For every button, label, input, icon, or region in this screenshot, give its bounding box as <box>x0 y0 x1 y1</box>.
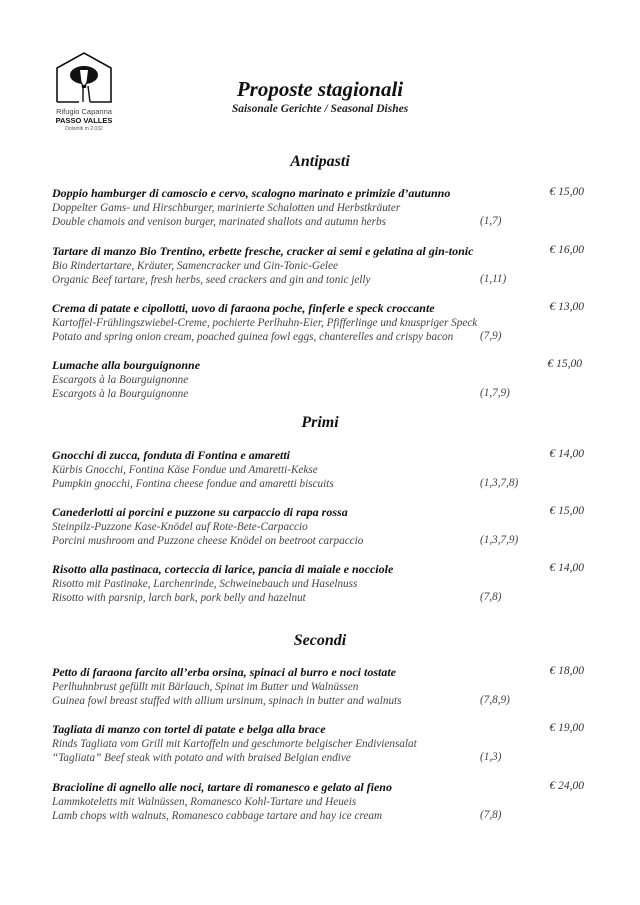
price: € 18,00 <box>549 665 584 677</box>
allergens: (7,9) <box>480 330 502 342</box>
dish-name-english: Porcini mushroom and Puzzone cheese Knödel on beetroot carpaccio <box>52 535 364 547</box>
price: € 16,00 <box>549 244 584 256</box>
dish-name-german: Escargots à la Bourguignonne <box>52 373 189 386</box>
section-title-antipasti: Antipasti <box>290 153 350 170</box>
dish-name-english: Pumpkin gnocchi, Fontina cheese fondue and amaretti biscuits <box>52 478 334 490</box>
dish-name-italian: Tagliata di manzo con tortel di patate e belga alla brace <box>52 722 326 736</box>
menu-item <box>52 562 592 606</box>
price: € 15,00 <box>549 186 584 198</box>
dog-house-icon <box>53 50 115 104</box>
allergens: (1,3,7,9) <box>480 534 519 546</box>
price: € 14,00 <box>549 448 584 460</box>
dish-name-italian: Petto di faraona farcito all’erba orsina, spinaci al burro e noci tostate <box>52 665 397 679</box>
dish-name-german: Perlhuhnbrust gefüllt mit Bärlauch, Spinat im Butter und Walnüssen <box>52 680 359 693</box>
dish-name-german: Bio Rindertartare, Kräuter, Samencracker und Gin-Tonic-Gelee <box>52 259 338 272</box>
menu-item <box>52 665 592 709</box>
dish-name-italian: Lumache alla bourguignonne <box>52 358 201 372</box>
price: € 13,00 <box>549 301 584 313</box>
dish-name-italian: Risotto alla pastinaca, corteccia di larice, pancia di maiale e nocciole <box>52 562 394 576</box>
dish-name-italian: Canederlotti ai porcini e puzzone su carpaccio di rapa rossa <box>52 505 348 519</box>
price: € 15,00 <box>547 358 582 370</box>
logo-line-2: PASSO VALLES <box>55 116 113 125</box>
dish-name-german: Risotto mit Pastinake, Larchenrinde, Schweinebauch und Haselnuss <box>52 577 358 590</box>
section-title-secondi: Secondi <box>293 632 347 649</box>
menu-item <box>52 358 592 402</box>
price: € 15,00 <box>549 505 584 517</box>
dish-name-italian: Crema di patate e cipollotti, uovo di faraona poche, finferle e speck croccante <box>52 301 435 315</box>
page-subtitle: Saisonale Gerichte / Seasonal Dishes <box>231 103 409 115</box>
dish-name-german: Kartoffel-Frühlingszwiebel-Creme, pochierte Perlhuhn-Eier, Pfifferlinge und knuspriger Speck <box>52 316 478 329</box>
price: € 19,00 <box>549 722 584 734</box>
dish-name-german: Steinpilz-Puzzone Kase-Knödel auf Rote-Bete-Carpaccio <box>52 520 308 533</box>
allergens: (7,8) <box>480 809 502 821</box>
dish-name-german: Rinds Tagliata vom Grill mit Kartoffeln und geschmorte belgischer Endiviensalat <box>52 737 417 750</box>
logo <box>48 50 120 133</box>
dish-name-german: Lammkoteletts mit Walnüssen, Romanesco Kohl-Tartare und Heueis <box>52 795 357 808</box>
allergens: (1,7,9) <box>480 387 510 399</box>
menu-item <box>52 244 592 288</box>
dish-name-english: Double chamois and venison burger, marinated shallots and autumn herbs <box>52 216 386 228</box>
dish-name-german: Kürbis Gnocchi, Fontina Käse Fondue und Amaretti-Kekse <box>52 463 318 476</box>
allergens: (1,3) <box>480 751 502 763</box>
allergens: (7,8) <box>480 591 502 603</box>
dish-name-english: Lamb chops with walnuts, Romanesco cabbage tartare and hay ice cream <box>52 810 383 822</box>
dish-name-italian: Doppio hamburger di camoscio e cervo, scalogno marinato e primizie d’autunno <box>52 186 451 200</box>
dish-name-english: Risotto with parsnip, larch bark, pork belly and hazelnut <box>52 592 306 604</box>
dish-name-english: Organic Beef tartare, fresh herbs, seed crackers and gin and tonic jelly <box>52 274 371 286</box>
price: € 24,00 <box>549 780 584 792</box>
allergens: (1,7) <box>480 215 502 227</box>
menu-item <box>52 722 592 766</box>
dish-name-italian: Gnocchi di zucca, fonduta di Fontina e amaretti <box>52 448 291 462</box>
allergens: (1,11) <box>480 273 507 285</box>
dish-name-english: Guinea fowl breast stuffed with allium ursinum, spinach in butter and walnuts <box>52 695 402 707</box>
page-header <box>200 76 440 116</box>
allergens: (7,8,9) <box>480 694 510 706</box>
page-title: Proposte stagionali <box>236 77 404 101</box>
logo-line-3: Dolomiti m 2.032 <box>65 126 103 132</box>
logo-line-1: Rifugio Capanna <box>56 107 112 116</box>
menu-item <box>52 186 592 230</box>
menu-item <box>52 301 592 345</box>
dish-name-italian: Bracioline di agnello alle noci, tartare di romanesco e gelato al fieno <box>52 780 392 794</box>
dish-name-english: Potato and spring onion cream, poached guinea fowl eggs, chanterelles and crispy bacon <box>52 331 454 343</box>
allergens: (1,3,7,8) <box>480 477 519 489</box>
menu-item <box>52 448 592 492</box>
menu-item <box>52 780 592 824</box>
dish-name-german: Doppelter Gams- und Hirschburger, marinierte Schalotten und Herbstkräuter <box>52 201 401 214</box>
dish-name-english: Escargots à la Bourguignonne <box>52 388 189 400</box>
price: € 14,00 <box>549 562 584 574</box>
section-title-primi: Primi <box>301 414 339 431</box>
dish-name-italian: Tartare di manzo Bio Trentino, erbette fresche, cracker ai semi e gelatina al gin-tonic <box>52 244 474 258</box>
dish-name-english: “Tagliata” Beef steak with potato and with braised Belgian endive <box>52 752 351 764</box>
menu-item <box>52 505 592 549</box>
